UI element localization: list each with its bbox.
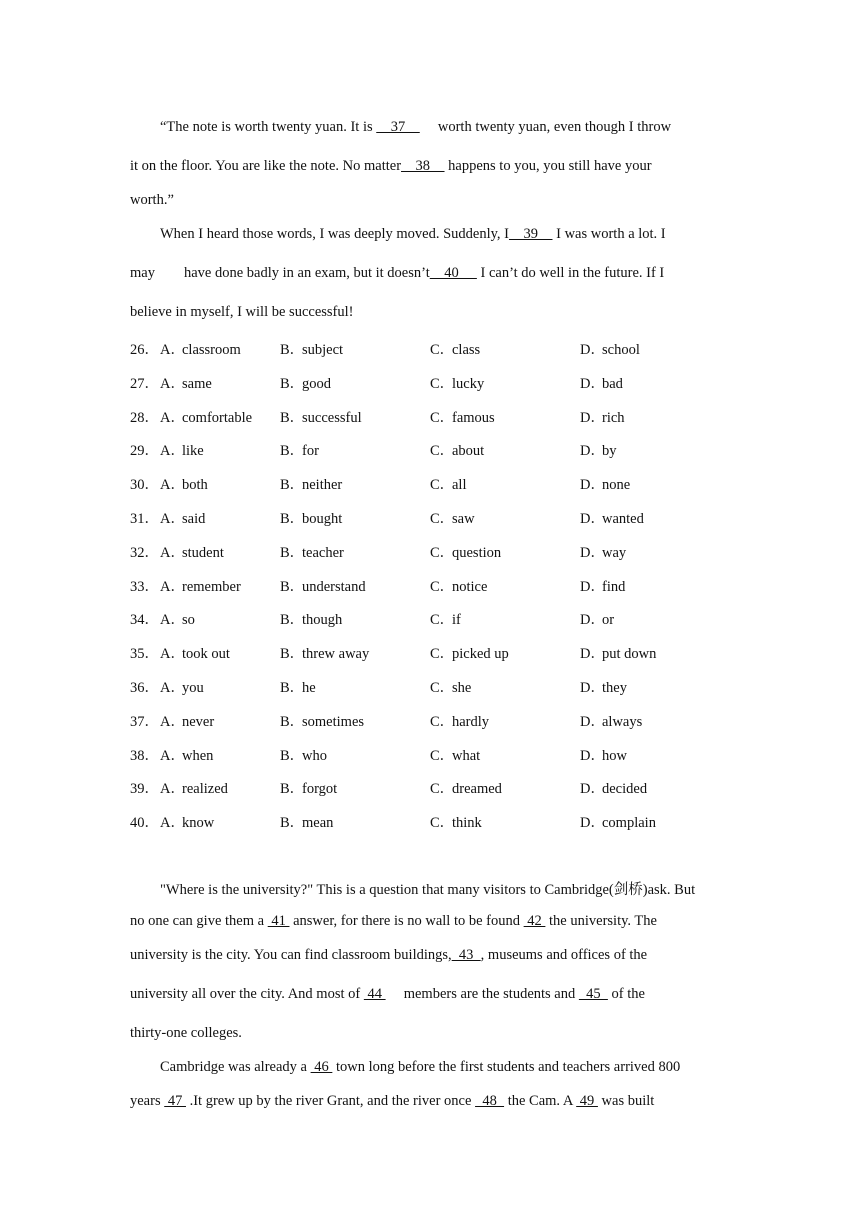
option-b	[280, 676, 316, 697]
option-b	[280, 608, 342, 629]
option-text: who	[302, 747, 327, 764]
option-text: understand	[302, 578, 366, 595]
option-row	[130, 338, 750, 358]
option-letter: B．	[280, 680, 305, 696]
option-letter: B．	[280, 409, 305, 426]
option-letter: A．	[160, 612, 185, 629]
option-a	[160, 439, 204, 460]
option-text: said	[182, 511, 206, 527]
blank-42: 42	[523, 913, 546, 929]
question-number: 38．	[130, 747, 159, 764]
option-d	[580, 608, 614, 629]
blank-45: 45	[578, 986, 608, 1002]
passage2-line-3	[130, 947, 647, 964]
option-text: both	[182, 477, 208, 494]
option-letter: B．	[280, 443, 305, 460]
option-text: bought	[302, 511, 343, 527]
text: members are the students and	[385, 986, 579, 1002]
text: When I heard those words, I was deeply moved. Suddenly, I	[160, 226, 509, 242]
option-text: school	[602, 342, 640, 358]
question-number: 30．	[130, 477, 159, 494]
option-c	[430, 710, 489, 731]
text: university is the city. You can find classroom buildings,	[130, 947, 452, 963]
option-letter: B．	[280, 781, 305, 798]
option-row	[130, 777, 750, 797]
blank-47: 47	[164, 1093, 186, 1109]
option-d	[580, 676, 627, 697]
option-text: so	[182, 612, 195, 629]
option-text: wanted	[602, 511, 644, 527]
option-letter: A．	[160, 511, 185, 527]
option-b	[280, 541, 344, 562]
option-row	[130, 372, 750, 392]
option-letter: D．	[580, 544, 605, 561]
option-text: complain	[602, 815, 656, 832]
option-a	[160, 575, 241, 596]
option-text: realized	[182, 781, 228, 798]
option-text: same	[182, 375, 212, 392]
option-letter: C．	[430, 646, 455, 663]
option-letter: C．	[430, 544, 455, 561]
option-text: teacher	[302, 544, 344, 561]
option-c	[430, 439, 484, 460]
passage1-line-3: worth.”	[130, 192, 174, 208]
option-letter: D．	[580, 375, 605, 392]
option-letter: D．	[580, 443, 605, 460]
option-letter: A．	[160, 477, 185, 494]
option-text: way	[602, 544, 627, 561]
option-row	[130, 811, 750, 831]
option-text: for	[302, 443, 319, 460]
option-letter: A．	[160, 713, 185, 730]
text: was built	[597, 1093, 655, 1109]
option-row	[130, 406, 750, 426]
option-text: or	[602, 612, 615, 629]
option-text: he	[302, 680, 316, 696]
option-letter: B．	[280, 815, 305, 832]
option-text: find	[602, 578, 626, 595]
option-c	[430, 811, 482, 832]
option-letter: A．	[160, 815, 185, 832]
option-letter: B．	[280, 544, 305, 561]
option-b	[280, 338, 343, 359]
question-number: 28．	[130, 409, 159, 426]
option-text: good	[302, 375, 331, 392]
option-text: sometimes	[302, 713, 365, 730]
option-letter: C．	[430, 342, 455, 358]
option-letter: C．	[430, 375, 455, 392]
option-text: picked up	[452, 646, 509, 663]
text: the university. The	[545, 913, 657, 929]
option-letter: A．	[160, 409, 185, 426]
option-d	[580, 642, 656, 663]
blank-38: 38	[401, 158, 445, 174]
question-number: 31．	[130, 511, 159, 527]
option-row	[130, 608, 750, 628]
option-text: mean	[302, 815, 334, 832]
option-text: if	[452, 612, 461, 629]
option-text: they	[602, 680, 627, 696]
option-c	[430, 777, 502, 798]
question-number: 29．	[130, 443, 159, 460]
option-text: hardly	[452, 713, 490, 730]
option-c	[430, 541, 501, 562]
option-letter: C．	[430, 747, 455, 764]
passage2-line-5: thirty-one colleges.	[130, 1025, 242, 1041]
question-number: 37．	[130, 713, 159, 730]
option-c	[430, 507, 475, 528]
option-text: decided	[602, 781, 648, 798]
option-d	[580, 507, 644, 528]
passage2-line-4	[130, 986, 645, 1003]
option-letter: A．	[160, 544, 185, 561]
option-letter: D．	[580, 680, 605, 696]
option-d	[580, 406, 625, 427]
option-c	[430, 608, 461, 629]
text: Cambridge was already a	[160, 1059, 311, 1075]
text: .It grew up by the river Grant, and the river once	[185, 1093, 476, 1109]
blank-41: 41	[267, 913, 290, 929]
option-letter: A．	[160, 781, 185, 798]
blank-37: 37	[376, 119, 420, 135]
option-a	[160, 507, 205, 528]
option-letter: B．	[280, 612, 305, 629]
text: the Cam. A	[504, 1093, 577, 1109]
option-letter: D．	[580, 477, 605, 494]
option-text: by	[602, 443, 617, 460]
option-letter: D．	[580, 815, 605, 832]
option-letter: D．	[580, 578, 605, 595]
blank-44: 44	[363, 986, 386, 1002]
option-text: bad	[602, 375, 623, 392]
option-letter: C．	[430, 815, 455, 832]
option-row	[130, 710, 750, 730]
blank-39: 39	[508, 226, 553, 242]
option-letter: C．	[430, 409, 455, 426]
option-a	[160, 642, 230, 663]
option-text: always	[602, 713, 643, 730]
option-a	[160, 406, 252, 427]
passage2-line-2	[130, 913, 657, 930]
option-text: threw away	[302, 646, 370, 663]
option-c	[430, 575, 487, 596]
option-letter: A．	[160, 747, 185, 764]
option-text: put down	[602, 646, 657, 663]
question-number: 33．	[130, 578, 159, 595]
text: university all over the city. And most of	[130, 986, 364, 1002]
blank-49: 49	[576, 1093, 598, 1109]
passage1-line-2	[130, 158, 652, 175]
option-letter: A．	[160, 375, 185, 392]
option-row	[130, 439, 750, 459]
passage1-line-6: believe in myself, I will be successful!	[130, 304, 354, 320]
text: “The note is worth twenty yuan. It is	[160, 119, 377, 135]
option-letter: C．	[430, 680, 455, 696]
option-text: classroom	[182, 342, 241, 358]
option-b	[280, 439, 319, 460]
option-text: neither	[302, 477, 343, 494]
option-a	[160, 710, 214, 731]
text: , museums and offices of the	[480, 947, 648, 963]
option-row	[130, 676, 750, 696]
option-text: comfortable	[182, 409, 253, 426]
text: happens to you, you still have your	[444, 158, 652, 174]
passage2-line-6	[160, 1059, 680, 1076]
option-c	[430, 372, 484, 393]
passage2-line-7	[130, 1093, 654, 1110]
option-c	[430, 676, 471, 697]
text: worth twenty yuan, even though I throw	[419, 119, 672, 135]
option-letter: B．	[280, 713, 305, 730]
option-c	[430, 338, 480, 359]
option-text: how	[602, 747, 627, 764]
blank-48: 48	[475, 1093, 505, 1109]
option-letter: A．	[160, 443, 185, 460]
option-letter: D．	[580, 713, 605, 730]
text: I can’t do well in the future. If I	[476, 265, 665, 281]
option-letter: D．	[580, 342, 605, 358]
option-a	[160, 744, 213, 765]
option-text: what	[452, 747, 481, 764]
option-letter: C．	[430, 511, 455, 527]
option-letter: D．	[580, 781, 605, 798]
option-d	[580, 439, 617, 460]
passage1-line-4	[160, 226, 666, 243]
option-letter: C．	[430, 612, 455, 629]
option-letter: D．	[580, 646, 605, 663]
option-d	[580, 473, 630, 494]
option-b	[280, 473, 342, 494]
option-b	[280, 642, 369, 663]
option-a	[160, 473, 208, 494]
option-text: lucky	[452, 375, 485, 392]
option-letter: C．	[430, 578, 455, 595]
option-row	[130, 541, 750, 561]
option-b	[280, 777, 337, 798]
question-number: 27．	[130, 375, 159, 392]
question-number: 40．	[130, 815, 159, 832]
option-letter: B．	[280, 578, 305, 595]
option-letter: D．	[580, 747, 605, 764]
option-text: all	[452, 477, 467, 494]
option-row	[130, 744, 750, 764]
text: years	[130, 1093, 165, 1109]
blank-40: 40	[429, 265, 477, 281]
option-text: famous	[452, 409, 495, 426]
option-letter: B．	[280, 342, 305, 358]
option-letter: B．	[280, 375, 305, 392]
text: it on the floor. You are like the note. No matter	[130, 158, 402, 174]
option-text: when	[182, 747, 214, 764]
question-number: 39．	[130, 781, 159, 798]
option-d	[580, 372, 623, 393]
option-letter: B．	[280, 511, 305, 527]
question-number: 35．	[130, 646, 159, 663]
text: town long before the first students and teachers arrived 800	[332, 1059, 681, 1075]
blank-43: 43	[451, 947, 481, 963]
option-b	[280, 744, 327, 765]
option-d	[580, 575, 625, 596]
option-a	[160, 541, 224, 562]
option-text: think	[452, 815, 482, 832]
option-b	[280, 710, 364, 731]
question-number: 32．	[130, 544, 159, 561]
option-b	[280, 575, 366, 596]
blank-46: 46	[310, 1059, 333, 1075]
option-a	[160, 811, 214, 832]
option-letter: B．	[280, 747, 305, 764]
option-text: about	[452, 443, 485, 460]
question-number: 36．	[130, 680, 159, 696]
option-row	[130, 642, 750, 662]
option-b	[280, 507, 342, 528]
option-letter: B．	[280, 646, 305, 663]
question-number: 34．	[130, 612, 159, 629]
option-text: successful	[302, 409, 362, 426]
option-letter: A．	[160, 646, 185, 663]
option-letter: A．	[160, 578, 185, 595]
text: may have done badly in an exam, but it doesn’t	[130, 265, 430, 281]
option-letter: A．	[160, 680, 185, 696]
option-text: like	[182, 443, 204, 460]
option-a	[160, 777, 228, 798]
option-text: question	[452, 544, 502, 561]
option-a	[160, 608, 195, 629]
option-text: know	[182, 815, 215, 832]
option-b	[280, 372, 331, 393]
option-text: class	[452, 342, 481, 358]
passage2-line-1: "Where is the university?" This is a question that many visitors to Cambridge(剑桥)ask. But	[160, 882, 696, 898]
option-d	[580, 811, 656, 832]
option-text: never	[182, 713, 215, 730]
text: answer, for there is no wall to be found	[289, 913, 524, 929]
option-c	[430, 406, 495, 427]
option-text: saw	[452, 511, 475, 527]
option-c	[430, 642, 509, 663]
text: of the	[607, 986, 645, 1002]
option-letter: D．	[580, 612, 605, 629]
option-row	[130, 507, 750, 527]
option-text: notice	[452, 578, 488, 595]
option-text: student	[182, 544, 224, 561]
option-letter: D．	[580, 511, 605, 527]
option-letter: C．	[430, 477, 455, 494]
option-text: she	[452, 680, 472, 696]
option-row	[130, 473, 750, 493]
option-d	[580, 541, 626, 562]
option-d	[580, 777, 647, 798]
option-c	[430, 473, 467, 494]
option-text: you	[182, 680, 204, 696]
passage1-line-1	[160, 119, 671, 136]
option-text: subject	[302, 342, 344, 358]
option-letter: C．	[430, 713, 455, 730]
option-b	[280, 406, 362, 427]
option-b	[280, 811, 333, 832]
option-text: took out	[182, 646, 230, 663]
option-c	[430, 744, 480, 765]
option-d	[580, 744, 627, 765]
option-a	[160, 338, 241, 359]
option-text: dreamed	[452, 781, 502, 798]
option-letter: C．	[430, 781, 455, 798]
passage1-line-5	[130, 265, 664, 282]
option-text: rich	[602, 409, 625, 426]
option-text: none	[602, 477, 631, 494]
option-text: though	[302, 612, 343, 629]
text: I was worth a lot. I	[552, 226, 666, 242]
option-d	[580, 710, 642, 731]
option-letter: C．	[430, 443, 455, 460]
question-number: 26．	[130, 342, 159, 358]
option-d	[580, 338, 640, 359]
option-a	[160, 372, 212, 393]
option-a	[160, 676, 204, 697]
option-row	[130, 575, 750, 595]
option-text: remember	[182, 578, 241, 595]
option-letter: B．	[280, 477, 305, 494]
option-text: forgot	[302, 781, 338, 798]
option-letter: A．	[160, 342, 185, 358]
text: no one can give them a	[130, 913, 268, 929]
option-letter: D．	[580, 409, 605, 426]
